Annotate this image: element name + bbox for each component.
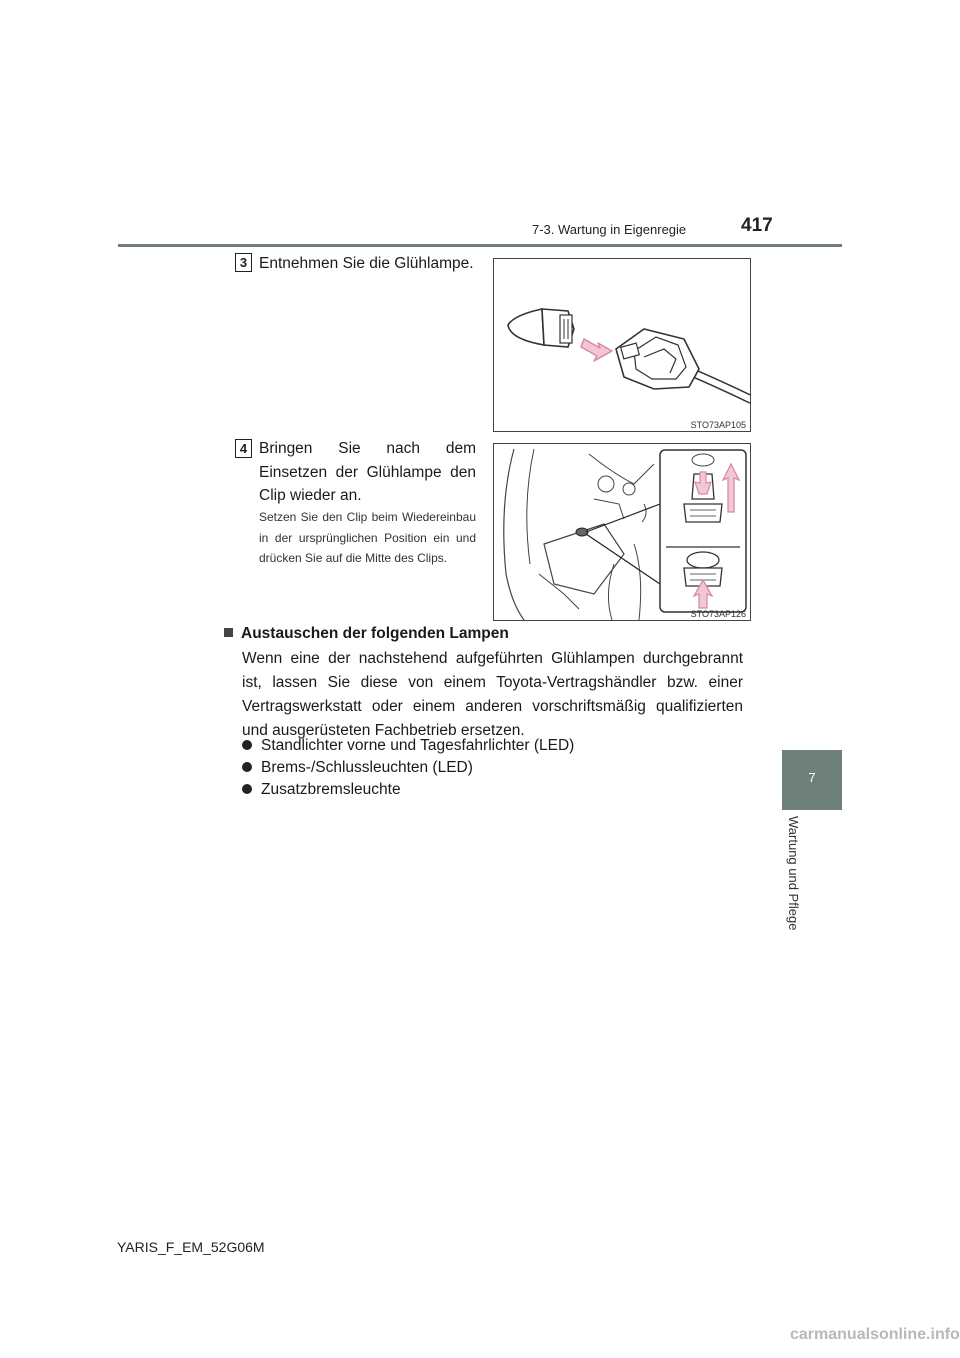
document-code: YARIS_F_EM_52G06M bbox=[117, 1239, 265, 1255]
list-item-text: Standlichter vorne und Tagesfahrlichter (LED) bbox=[261, 737, 575, 754]
clip-installation-illustration bbox=[494, 444, 750, 620]
square-bullet-icon bbox=[224, 628, 233, 637]
bullet-icon bbox=[242, 762, 252, 772]
figure-code: STO73AP105 bbox=[690, 420, 746, 430]
list-item bbox=[242, 759, 473, 777]
section-heading-text: Austauschen der folgenden Lampen bbox=[241, 625, 509, 642]
watermark: carmanualsonline.info bbox=[790, 1326, 960, 1343]
chapter-number: 7 bbox=[808, 770, 816, 785]
list-item bbox=[242, 781, 401, 799]
chapter-label: Wartung und Pflege bbox=[786, 816, 801, 931]
figure-reinstall-clip bbox=[493, 443, 751, 621]
header-divider bbox=[118, 244, 842, 247]
step-4-text: Bringen Sie nach dem Einsetzen der Glühlampe den Clip wieder an. bbox=[259, 440, 476, 504]
list-item-text: Brems-/Schlussleuchten (LED) bbox=[261, 759, 473, 776]
step-4-badge: 4 bbox=[235, 439, 252, 458]
bullet-icon bbox=[242, 784, 252, 794]
section-body: Wenn eine der nachstehend aufgeführten Glühlampen durchgebrannt ist, lassen Sie diese von einem Toyota-Vertragshändler bzw. einer Vertragswerkstatt oder einem anderen vorschriftsmäßig qualifizierten und ausgerüsteten Fachbetrieb ersetzen. bbox=[242, 650, 743, 739]
step-4-note: Setzen Sie den Clip beim Wiedereinbau in der ursprünglichen Position ein und drücken Sie auf die Mitte des Clips. bbox=[259, 510, 476, 565]
figure-code: STO73AP126 bbox=[690, 609, 746, 619]
bullet-icon bbox=[242, 740, 252, 750]
list-item-text: Zusatzbremsleuchte bbox=[261, 781, 401, 798]
chapter-tab bbox=[782, 750, 842, 810]
page-number: 417 bbox=[741, 215, 773, 236]
step-3-text: Entnehmen Sie die Glühlampe. bbox=[259, 255, 474, 272]
bulb-removal-illustration bbox=[494, 259, 750, 431]
figure-remove-bulb bbox=[493, 258, 751, 432]
section-title: 7-3. Wartung in Eigenregie bbox=[532, 222, 687, 237]
list-item bbox=[242, 737, 574, 755]
step-3-badge: 3 bbox=[235, 253, 252, 272]
section-heading bbox=[224, 625, 509, 643]
